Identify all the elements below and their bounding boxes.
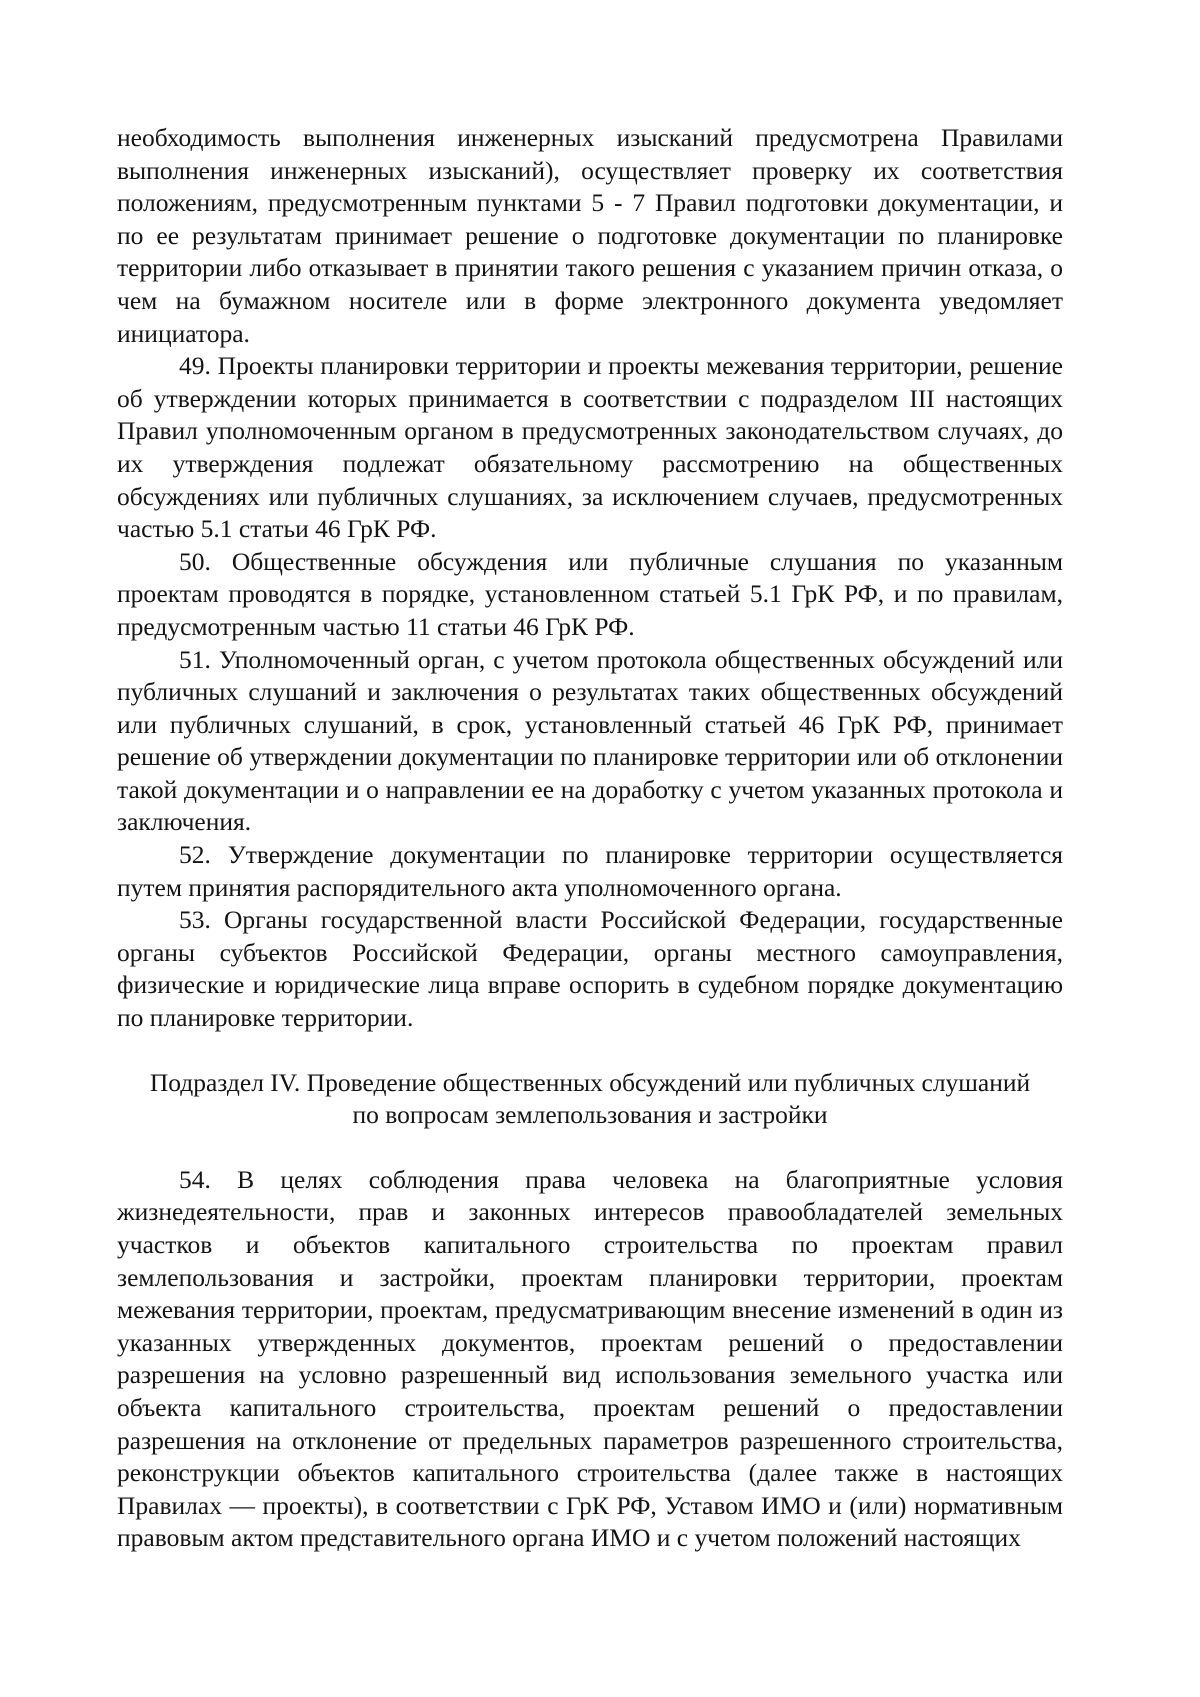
section-spacer: [117, 1132, 1063, 1164]
paragraph-50: 50. Общественные обсуждения или публичные слушания по указанным проектам проводятся в порядке, установленном статьей 5.1 ГрК РФ, и по правилам, предусмотренным частью 11 статьи 46 ГрК РФ.: [117, 546, 1063, 641]
section-heading: [117, 1067, 1063, 1132]
paragraph-51: 51. Уполномоченный орган, с учетом протокола общественных обсуждений или публичных слушаний и заключения о результатах таких общественных обсуждений или публичных слушаний, в срок, установленный статьей 46 ГрК РФ, принимает решение об утверждении документации по планировке территории или об отклонении такой документации и о направлении ее на доработку с учетом указанных протокола и заключения.: [117, 644, 1063, 837]
paragraph-54: 54. В целях соблюдения права человека на благоприятные условия жизнедеятельности, прав и законных интересов правообладателей земельных участков и объектов капитального строительства по проектам правил землепользования и застройки, проектам планировки территории, проектам межевания территории, проектам, предусматривающим внесение изменений в один из указанных утвержденных документов, проектам решений о предоставлении разрешения на условно разрешенный вид использования земельного участка или объекта капитального строительства, проектам решений о предоставлении разрешения на отклонение от предельных параметров разрешенного строительства, реконструкции объектов капитального строительства (далее также в настоящих Правилах — проекты), в соответствии с ГрК РФ, Уставом ИМО и (или) нормативным правовым актом представительного органа ИМО и с учетом положений настоящих: [117, 1164, 1063, 1553]
section-spacer: [117, 1035, 1063, 1067]
paragraph-49: 49. Проекты планировки территории и проекты межевания территории, решение об утверждении которых принимается в соответствии с подразделом III настоящих Правил уполномоченным органом в предусмотренных законодательством случаях, до их утверждения подлежат обязательному рассмотрению на общественных обсуждениях или публичных слушаниях, за исключением случаев, предусмотренных частью 5.1 статьи 46 ГрК РФ.: [117, 351, 1063, 544]
paragraph-52: 52. Утверждение документации по планировке территории осуществляется путем принятия распорядительного акта уполномоченного органа.: [117, 840, 1063, 902]
section-heading-line-2: по вопросам землепользования и застройки: [352, 1100, 828, 1130]
section-heading-line-1: Подраздел IV. Проведение общественных обсуждений или публичных слушаний: [149, 1067, 1031, 1097]
paragraph-continuation: необходимость выполнения инженерных изысканий предусмотрена Правилами выполнения инженерных изысканий), осуществляет проверку их соответствия положениям, предусмотренным пунктами 5 - 7 Правил подготовки документации, и по ее результатам принимает решение о подготовке документации по планировке территории либо отказывает в принятии такого решения с указанием причин отказа, о чем на бумажном носителе или в форме электронного документа уведомляет инициатора.: [117, 123, 1063, 348]
document-page: [117, 122, 1063, 1555]
paragraph-53: 53. Органы государственной власти Российской Федерации, государственные органы субъектов Российской Федерации, органы местного самоуправления, физические и юридические лица вправе оспорить в судебном порядке документацию по планировке территории.: [117, 905, 1063, 1033]
